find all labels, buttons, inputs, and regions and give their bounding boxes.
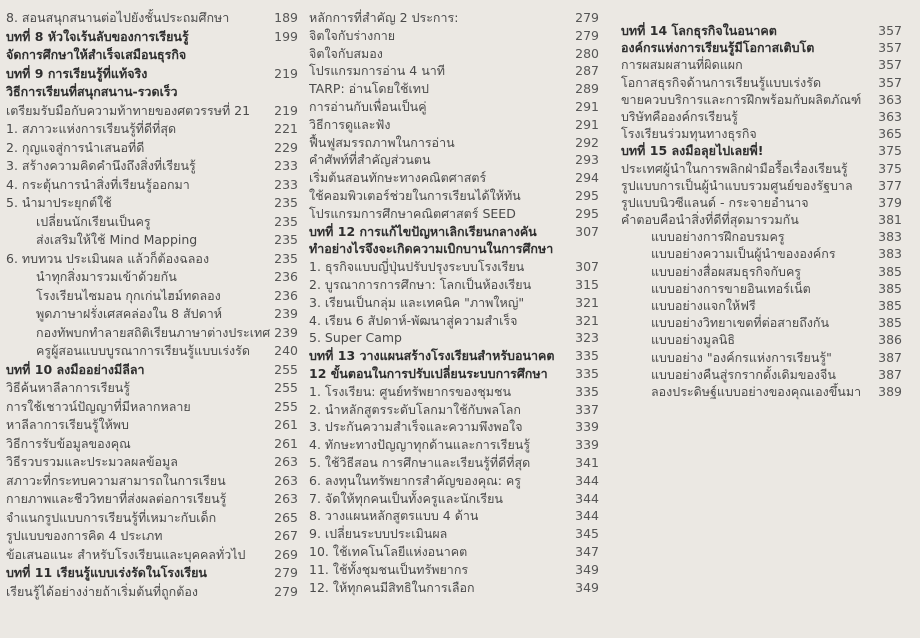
toc-entry-title: วิธีรวบรวมและประมวลผลข้อมูล	[6, 454, 178, 469]
toc-entry-title: 2. นำหลักสูตรระดับโลกมาใช้กับพลโลก	[309, 401, 522, 417]
toc-entry	[6, 231, 298, 250]
toc-entry	[309, 507, 599, 525]
toc-chapter-heading	[621, 39, 902, 56]
toc-entry-title: 5. ใช้วิธีสอน การศึกษาและเรียนรู้ที่ดีที่สุด	[309, 454, 531, 470]
toc-entry-title: 1. สภาวะแห่งการเรียนรู้ที่ดีที่สุด	[6, 121, 177, 136]
toc-page-number: 365	[878, 126, 902, 142]
toc-chapter-heading	[6, 564, 298, 583]
toc-entry	[621, 194, 902, 211]
toc-column-left	[6, 9, 298, 601]
toc-column-right	[621, 22, 902, 400]
toc-page-number: 263	[274, 454, 298, 469]
toc-page-number: 189	[274, 10, 298, 25]
toc-entry	[309, 169, 599, 187]
toc-page-number: 263	[274, 491, 298, 506]
toc-entry-title: บทที่ 14 โลกธุรกิจในอนาคต	[621, 23, 777, 38]
toc-page-number: 229	[274, 139, 298, 155]
toc-entry-title: บทที่ 9 การเรียนรู้ที่แท้จริง	[6, 65, 148, 81]
toc-page-number: 315	[575, 276, 599, 292]
toc-entry-title: องค์กรแห่งการเรียนรู้มีโอกาสเติบโต	[621, 40, 815, 56]
toc-entry	[6, 416, 298, 435]
toc-entry	[6, 102, 298, 121]
toc-entry-title: โปรแกรมการศึกษาคณิตศาสตร์ SEED	[309, 205, 516, 221]
toc-page-number: 255	[274, 398, 298, 414]
toc-entry	[6, 287, 298, 306]
toc-entry	[309, 312, 599, 330]
toc-page-number: 377	[878, 177, 902, 193]
toc-page-number: 323	[575, 330, 599, 346]
toc-entry	[309, 116, 599, 134]
toc-entry-title: 7. จัดให้ทุกคนเป็นทั้งครูและนักเรียน	[309, 490, 503, 506]
toc-entry	[621, 366, 902, 383]
toc-entry	[309, 454, 599, 472]
toc-page-number: 347	[575, 543, 599, 559]
toc-entry-title: 8. วางแผนหลักสูตรแบบ 4 ด้าน	[309, 508, 479, 524]
toc-entry-title: 5. นำมาประยุกต์ใช้	[6, 195, 112, 210]
toc-entry	[621, 228, 902, 245]
toc-column-middle	[309, 9, 599, 596]
toc-entry-title: วิธีการเรียนที่สนุกสนาน-รวดเร็ว	[6, 84, 178, 99]
toc-entry-title: วิธีการดูและฟัง	[309, 116, 391, 132]
toc-entry-title: 3. สร้างความคิดคำนึงถึงสิ่งที่เรียนรู้	[6, 158, 196, 173]
toc-entry	[6, 546, 298, 565]
toc-page-number: 339	[575, 437, 599, 453]
toc-page-number: 363	[878, 108, 902, 124]
toc-page-number: 236	[274, 269, 298, 284]
toc-entry-title: แบบอย่างสื่อผสมธุรกิจกับครู	[651, 263, 802, 279]
toc-page-number: 387	[878, 366, 902, 382]
toc-page-number: 265	[274, 509, 298, 525]
toc-page-number: 337	[575, 401, 599, 417]
toc-entry	[6, 9, 298, 28]
toc-entry-title: จิตใจกับสมอง	[309, 45, 383, 61]
toc-entry	[309, 187, 599, 205]
toc-page-number: 219	[274, 65, 298, 81]
toc-entry-title: 2. กุญแจสู่การนำเสนอที่ดี	[6, 139, 145, 155]
toc-page-number: 235	[274, 195, 298, 210]
toc-chapter-heading	[6, 65, 298, 84]
toc-entry-title: 12 ขั้นตอนในการปรับเปลี่ยนระบบการศึกษา	[309, 365, 548, 381]
toc-entry	[621, 211, 902, 228]
toc-entry-title: แบบอย่างความเป็นผู้นำขององค์กร	[651, 246, 836, 262]
toc-page-number: 236	[274, 287, 298, 303]
toc-chapter-heading	[309, 347, 599, 365]
toc-page-number: 385	[878, 298, 902, 313]
toc-entry-title: บทที่ 10 ลงมืออย่างมีลีลา	[6, 361, 145, 377]
toc-entry-title: 4. ทักษะทางปัญญาทุกด้านและการเรียนรู้	[309, 437, 531, 453]
toc-page-number: 240	[274, 343, 298, 358]
toc-page-number: 349	[575, 579, 599, 595]
toc-entry	[309, 490, 599, 508]
toc-page-number: 375	[878, 143, 902, 159]
toc-entry	[621, 280, 902, 297]
toc-entry-title: 8. สอนสนุกสนานต่อไปยังชั้นประถมศึกษา	[6, 10, 230, 25]
toc-page-number: 267	[274, 528, 298, 543]
toc-entry	[6, 305, 298, 324]
toc-entry	[6, 157, 298, 176]
toc-page-number: 294	[575, 170, 599, 186]
toc-page-number: 292	[575, 134, 599, 150]
toc-entry	[621, 74, 902, 91]
toc-entry	[309, 9, 599, 27]
toc-entry-title: แบบอย่างแจกให้ฟรี	[651, 298, 756, 313]
toc-entry	[309, 276, 599, 294]
toc-entry-title: วิธีการรับข้อมูลของคุณ	[6, 435, 131, 451]
toc-page-number: 291	[575, 116, 599, 132]
toc-entry-title: 1. โรงเรียน: ศูนย์ทรัพยากรของชุมชน	[309, 383, 512, 399]
toc-entry-title: โอกาสธุรกิจด้านการเรียนรู้แบบเร่งรัด	[621, 74, 822, 90]
toc-page-number: 389	[878, 383, 902, 399]
toc-page-number: 279	[274, 565, 298, 580]
toc-entry	[309, 543, 599, 561]
toc-entry-title: สภาวะที่กระทบความสามารถในการเรียน	[6, 472, 226, 488]
toc-page-number: 295	[575, 187, 599, 203]
toc-page-number: 263	[274, 472, 298, 488]
toc-entry-title: บทที่ 13 วางแผนสร้างโรงเรียนสำหรับอนาคต	[309, 348, 555, 364]
toc-entry	[6, 435, 298, 454]
toc-entry-title: 12. ให้ทุกคนมีสิทธิในการเลือก	[309, 579, 475, 595]
toc-entry-title: บทที่ 11 เรียนรู้แบบเร่งรัดในโรงเรียน	[6, 565, 207, 580]
toc-entry	[6, 268, 298, 287]
toc-page-number: 235	[274, 250, 298, 266]
toc-entry	[309, 383, 599, 401]
toc-entry-title: แบบอย่างการขายอินเทอร์เน็ต	[651, 280, 811, 296]
toc-entry	[6, 342, 298, 361]
toc-entry	[6, 379, 298, 398]
toc-entry-title: ทำอย่างไรจึงจะเกิดความเบิกบานในการศึกษา	[309, 241, 554, 257]
toc-entry-title: จำแนกรูปแบบการเรียนรู้ที่เหมาะกับเด็ก	[6, 509, 217, 525]
toc-entry	[309, 525, 599, 543]
toc-entry	[621, 349, 902, 366]
toc-entry-title: 4. กระตุ้นการนำสิ่งที่เรียนรู้ออกมา	[6, 176, 190, 192]
toc-entry	[309, 561, 599, 579]
toc-page-number: 385	[878, 280, 902, 296]
toc-entry	[621, 331, 902, 348]
toc-page-number: 341	[575, 454, 599, 470]
toc-entry	[309, 27, 599, 45]
toc-entry	[621, 56, 902, 73]
toc-chapter-heading	[6, 46, 298, 65]
toc-entry-title: โรงเรียนร่วมทุนทางธุรกิจ	[621, 126, 757, 142]
toc-entry	[309, 45, 599, 63]
toc-entry-title: เตรียมรับมือกับความท้าทายของศตวรรษที่ 21	[6, 102, 251, 118]
toc-entry-title: ใช้คอมพิวเตอร์ช่วยในการเรียนได้ให้ทัน	[309, 187, 521, 203]
toc-page-number: 279	[274, 583, 298, 599]
toc-page-number: 235	[274, 213, 298, 229]
toc-page-number: 339	[575, 419, 599, 435]
toc-entry	[6, 213, 298, 232]
toc-entry	[6, 527, 298, 546]
toc-page-number: 287	[575, 63, 599, 79]
toc-page-number: 357	[878, 57, 902, 73]
toc-entry	[621, 177, 902, 194]
toc-entry	[309, 134, 599, 152]
toc-page-number: 307	[575, 223, 599, 239]
toc-entry	[621, 263, 902, 280]
toc-entry-title: แบบอย่าง "องค์กรแห่งการเรียนรู้"	[651, 349, 832, 365]
toc-entry-title: รูปแบบของการคิด 4 ประเภท	[6, 528, 163, 543]
toc-page-number: 321	[575, 294, 599, 310]
toc-entry-title: รูปแบบนิวซีแลนด์ - กระจายอำนาจ	[621, 194, 809, 210]
toc-entry	[309, 80, 599, 98]
toc-entry-title: 6. ทบทวน ประเมินผล แล้วก็ต้องฉลอง	[6, 250, 210, 266]
toc-entry	[6, 509, 298, 528]
toc-page-number: 239	[274, 324, 298, 340]
toc-page-number: 335	[575, 365, 599, 381]
toc-entry	[6, 250, 298, 269]
toc-entry	[6, 120, 298, 139]
toc-entry	[621, 383, 902, 400]
toc-entry-title: 11. ใช้ทั้งชุมชนเป็นทรัพยากร	[309, 561, 469, 577]
toc-entry	[6, 139, 298, 158]
toc-entry	[6, 324, 298, 343]
toc-entry-title: บทที่ 12 การแก้ไขปัญหาเลิกเรียนกลางคัน	[309, 223, 537, 239]
toc-entry-title: ลองประดิษฐ์แบบอย่างของคุณเองขึ้นมา	[651, 383, 862, 399]
toc-entry-title: วิธีค้นหาลีลาการเรียนรู้	[6, 380, 131, 395]
toc-entry	[309, 472, 599, 490]
toc-page-number: 344	[575, 490, 599, 506]
toc-entry-title: เรียนรู้ได้อย่างง่ายถ้าเริ่มต้นที่ถูกต้อง	[6, 583, 198, 599]
toc-page-number: 357	[878, 40, 902, 56]
toc-entry	[309, 98, 599, 116]
toc-entry	[6, 583, 298, 602]
toc-entry	[309, 401, 599, 419]
toc-page-number: 261	[274, 435, 298, 451]
toc-page-number: 239	[274, 306, 298, 321]
toc-entry	[309, 205, 599, 223]
toc-entry-title: แบบอย่างการฝึกอบรมครู	[651, 229, 785, 245]
toc-entry-title: กายภาพและชีววิทยาที่ส่งผลต่อการเรียนรู้	[6, 491, 227, 506]
toc-entry-title: แบบอย่างวิทยาเขตที่ต่อสายถึงกัน	[651, 315, 830, 331]
toc-entry-title: การใช้เชาวน์ปัญญาที่มีหลากหลาย	[6, 398, 191, 414]
toc-entry	[621, 297, 902, 314]
toc-page-number: 291	[575, 98, 599, 114]
toc-entry	[309, 418, 599, 436]
toc-entry-title: ครูผู้สอนแบบบูรณาการเรียนรู้แบบเร่งรัด	[36, 343, 250, 358]
toc-chapter-heading	[6, 361, 298, 380]
toc-page-number: 383	[878, 229, 902, 245]
toc-entry-title: การผสมผสานที่ผิดแผก	[621, 57, 743, 73]
toc-page-number: 335	[575, 383, 599, 399]
toc-entry-title: ประเทศผู้นำในการพลิกฝ่ามือรื้อเรื่องเรียนรู้	[621, 160, 848, 176]
toc-entry-title: 2. บูรณาการการศึกษา: โลกเป็นห้องเรียน	[309, 276, 532, 292]
toc-page-number: 279	[575, 10, 599, 25]
toc-page-number: 385	[878, 315, 902, 331]
toc-chapter-heading	[309, 365, 599, 383]
toc-entry-title: จัดการศึกษาให้สำเร็จเสมือนธุรกิจ	[6, 47, 187, 62]
toc-entry-title: 5. Super Camp	[309, 330, 402, 346]
toc-entry	[621, 314, 902, 331]
toc-entry	[309, 62, 599, 80]
toc-page-number: 233	[274, 158, 298, 173]
toc-entry-title: ขายควบบริการและการฝึกพร้อมกับผลิตภัณฑ์	[621, 91, 862, 107]
toc-entry	[6, 453, 298, 472]
toc-entry-title: บทที่ 15 ลงมือลุยไปเลยพี่!	[621, 143, 764, 159]
toc-page-number: 233	[274, 176, 298, 192]
toc-entry-title: 9. เปลี่ยนระบบประเมินผล	[309, 526, 448, 542]
toc-page-number: 383	[878, 246, 902, 262]
toc-page-number: 235	[274, 232, 298, 247]
toc-entry	[6, 398, 298, 417]
toc-entry-title: การอ่านกับเพื่อนเป็นคู่	[309, 98, 427, 114]
toc-page-number: 289	[575, 81, 599, 97]
toc-entry	[621, 108, 902, 125]
toc-page-number: 387	[878, 349, 902, 365]
toc-entry-title: หลักการที่สำคัญ 2 ประการ:	[309, 10, 459, 25]
toc-entry-title: 6. ลงทุนในทรัพยากรสำคัญของคุณ: ครู	[309, 472, 521, 488]
toc-page-number: 293	[575, 152, 599, 168]
toc-page-number: 295	[575, 205, 599, 221]
toc-entry-title: บทที่ 8 หัวใจเร้นลับของการเรียนรู้	[6, 28, 189, 44]
toc-entry	[621, 245, 902, 262]
toc-page-number: 379	[878, 194, 902, 210]
toc-entry	[309, 329, 599, 347]
toc-entry	[6, 194, 298, 213]
toc-entry	[6, 472, 298, 491]
toc-entry-title: 3. ประกันความสำเร็จและความพึงพอใจ	[309, 419, 523, 435]
toc-page-number: 279	[575, 27, 599, 43]
toc-page-number: 357	[878, 74, 902, 90]
toc-page-number: 375	[878, 160, 902, 176]
toc-entry-title: 10. ใช้เทคโนโลยีแห่งอนาคต	[309, 543, 468, 559]
toc-chapter-heading	[6, 83, 298, 102]
toc-entry-title: แบบอย่างมูลนิธิ	[651, 332, 735, 348]
toc-entry-title: โรงเรียนไซมอน กุกเก่นไฮม์ทดลอง	[36, 287, 221, 303]
toc-entry-title: คำศัพท์ที่สำคัญส่วนตน	[309, 152, 431, 168]
toc-page-number: 307	[575, 259, 599, 275]
toc-entry-title: กองทัพบกทำลายสถิติเรียนภาษาต่างประเทศ	[36, 324, 271, 340]
toc-page-number: 219	[274, 102, 298, 118]
toc-entry-title: คำตอบคือนำสิ่งที่ดีที่สุดมารวมกัน	[621, 212, 799, 228]
toc-entry-title: รูปแบบการเป็นผู้นำแบบรวมศูนย์ของรัฐบาล	[621, 177, 853, 193]
toc-entry	[6, 176, 298, 195]
toc-page-number: 255	[274, 380, 298, 395]
toc-page-number: 386	[878, 332, 902, 348]
toc-page-number: 335	[575, 348, 599, 364]
toc-entry-title: บริษัทคือองค์กรเรียนรู้	[621, 108, 738, 124]
toc-page-number: 269	[274, 546, 298, 562]
toc-entry-title: ข้อเสนอแนะ สำหรับโรงเรียนและบุคคลทั่วไป	[6, 546, 246, 562]
toc-page-number: 280	[575, 45, 599, 61]
toc-entry-title: พูดภาษาฝรั่งเศสคล่องใน 8 สัปดาห์	[36, 306, 222, 321]
toc-entry-title: โปรแกรมการอ่าน 4 นาที	[309, 63, 446, 79]
toc-page-number: 385	[878, 263, 902, 279]
toc-entry-title: นำทุกสิ่งมารวมเข้าด้วยกัน	[36, 269, 177, 284]
toc-entry	[6, 490, 298, 509]
toc-entry-title: จิตใจกับร่างกาย	[309, 27, 396, 43]
toc-entry-title: ฟื้นฟูสมรรถภาพในการอ่าน	[309, 134, 455, 150]
toc-page-number: 261	[274, 417, 298, 432]
toc-entry-title: เปลี่ยนนักเรียนเป็นครู	[36, 213, 151, 229]
toc-entry	[309, 579, 599, 597]
toc-entry	[621, 91, 902, 108]
toc-entry-title: หาลีลาการเรียนรู้ให้พบ	[6, 417, 129, 432]
toc-chapter-heading	[309, 240, 599, 258]
toc-page-number: 344	[575, 508, 599, 524]
toc-page-number: 344	[575, 472, 599, 488]
toc-entry-title: 4. เรียน 6 สัปดาห์-พัฒนาสู่ความสำเร็จ	[309, 312, 518, 328]
toc-entry-title: แบบอย่างคืนสู่รกรากดั้งเดิมของจีน	[651, 366, 836, 382]
toc-entry-title: เริ่มต้นสอนทักษะทางคณิตศาสตร์	[309, 170, 487, 186]
toc-page-number: 345	[575, 526, 599, 542]
toc-entry	[309, 151, 599, 169]
toc-entry	[621, 160, 902, 177]
toc-page-number: 321	[575, 312, 599, 328]
toc-entry	[621, 125, 902, 142]
toc-entry-title: 3. เรียนเป็นกลุ่ม และเทคนิค "ภาพใหญ่"	[309, 294, 525, 310]
toc-chapter-heading	[309, 223, 599, 241]
toc-page-number: 357	[878, 23, 902, 38]
toc-page-number: 199	[274, 28, 298, 44]
toc-page-number: 221	[274, 121, 298, 136]
toc-chapter-heading	[621, 22, 902, 39]
toc-entry	[309, 258, 599, 276]
toc-chapter-heading	[621, 142, 902, 159]
toc-page-number: 381	[878, 212, 902, 228]
toc-entry	[309, 436, 599, 454]
toc-entry-title: TARP: อ่านโดยใช้เทป	[309, 81, 429, 97]
toc-entry-title: ส่งเสริมให้ใช้ Mind Mapping	[36, 232, 198, 247]
toc-page-number: 255	[274, 361, 298, 377]
toc-chapter-heading	[6, 28, 298, 47]
toc-entry	[309, 294, 599, 312]
toc-page-number: 363	[878, 91, 902, 107]
toc-page-number: 349	[575, 561, 599, 577]
toc-entry-title: 1. ธุรกิจแบบญี่ปุ่นปรับปรุงระบบโรงเรียน	[309, 259, 525, 275]
